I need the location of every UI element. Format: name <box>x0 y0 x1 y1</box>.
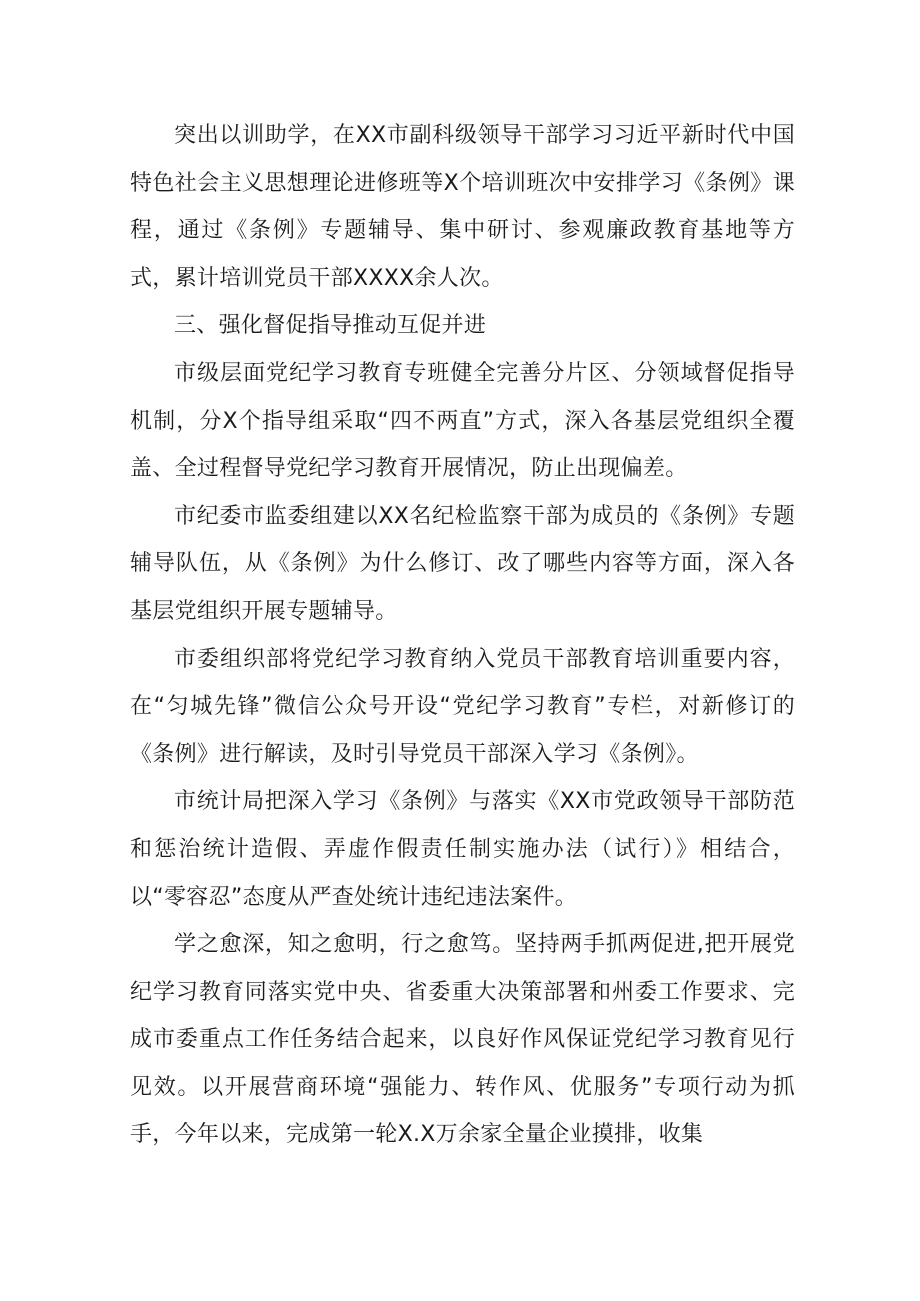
paragraph-training: 突出以训助学，在XX市副科级领导干部学习习近平新时代中国特色社会主义思想理论进修班等X个培训班次中安排学习《条例》课程，通过《条例》专题辅导、集中研讨、参观廉政教育基地等方式，累计培训党员干部XXXX余人次。 <box>130 123 795 291</box>
section-heading-three: 三、强化督促指导推动互促并进 <box>174 313 487 339</box>
paragraph-organization-department: 市委组织部将党纪学习教育纳入党员干部教育培训重要内容，在“匀城先锋”微信公众号开设“党纪学习教育”专栏，对新修订的《条例》进行解读，及时引导党员干部深入学习《条例》。 <box>130 646 795 767</box>
paragraph-discipline-commission: 市纪委市监委组建以XX名纪检监察干部为成员的《条例》专题辅导队伍，从《条例》为什么修订、改了哪些内容等方面，深入各基层党组织开展专题辅导。 <box>130 503 795 624</box>
document-body <box>130 112 795 1159</box>
paragraph-conclusion: 学之愈深，知之愈明，行之愈笃。坚持两手抓两促进,把开展党纪学习教育同落实党中央、省委重大决策部署和州委工作要求、完成市委重点工作任务结合起来，以良好作风保证党纪学习教育见行见效。以开展营商环境“强能力、转作风、优服务”专项行动为抓手，今年以来，完成第一轮X.X万余家全量企业摸排，收集 <box>130 932 795 1148</box>
paragraph-supervision: 市级层面党纪学习教育专班健全完善分片区、分领域督促指导机制，分X个指导组采取“四不两直”方式，深入各基层党组织全覆盖、全过程督导党纪学习教育开展情况，防止出现偏差。 <box>130 360 795 482</box>
paragraph-statistics-bureau: 市统计局把深入学习《条例》与落实《XX市党政领导干部防范和惩治统计造假、弄虚作假责任制实施办法（试行）》相结合，以“零容忍”态度从严查处统计违纪违法案件。 <box>130 789 795 910</box>
